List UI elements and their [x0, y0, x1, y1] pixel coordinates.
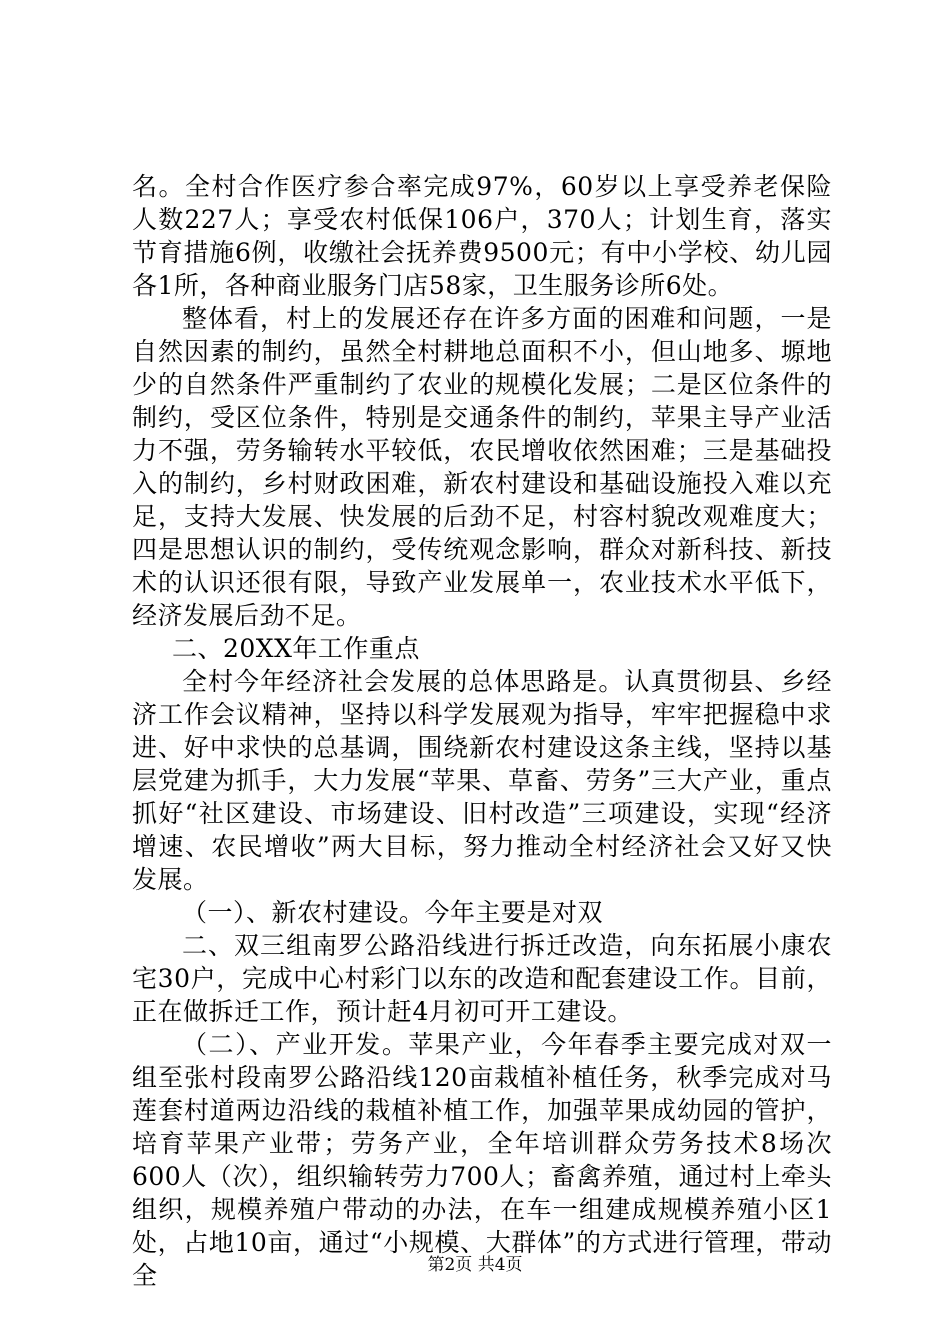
page-footer: 第2页 共4页	[427, 1255, 523, 1275]
paragraph-statistics: 名。全村合作医疗参合率完成97%，60岁以上享受养老保险人数227人；享受农村低保106户，370人；计划生育，落实节育措施6例，收缴社会抚养费9500元；有中小学校、幼儿园各1所，各种商业服务门店58家，卫生服务诊所6处。	[132, 172, 832, 300]
paragraph-problems: 整体看，村上的发展还存在许多方面的困难和问题，一是自然因素的制约，虽然全村耕地总面积不小，但山地多、塬地少的自然条件严重制约了农业的规模化发展；二是区位条件的制约，受区位条件，特别是交通条件的制约，苹果主导产业活力不强，劳务输转水平较低，农民增收依然困难；三是基础投入的制约，乡村财政困难，新农村建设和基础设施投入难以充足，支持大发展、快发展的后劲不足，村容村貌改观难度大；四是思想认识的制约，受传统观念影响，群众对新科技、新技术的认识还很有限，导致产业发展单一，农业技术水平低下，经济发展后劲不足。	[132, 304, 832, 630]
paragraph-demolition: 二、双三组南罗公路沿线进行拆迁改造，向东拓展小康农宅30户，完成中心村彩门以东的改造和配套建设工作。目前，正在做拆迁工作，预计赶4月初可开工建设。	[132, 931, 832, 1026]
subsection-new-village: （一）、新农村建设。今年主要是对双	[182, 898, 604, 927]
section-heading: 二、20XX年工作重点	[172, 634, 420, 663]
document-body	[132, 170, 832, 1292]
subsection-industry: （二）、产业开发。苹果产业，今年春季主要完成对双一组至张村段南罗公路沿线120亩栽植补植任务，秋季完成对马莲套村道两边沿线的栽植补植工作，加强苹果成幼园的管护，培育苹果产业带；劳务产业，全年培训群众劳务技术8场次600人（次），组织输转劳力700人；畜禽养殖，通过村上牵头组织，规模养殖户带动的办法，在车一组建成规模养殖小区1处，占地10亩，通过“小规模、大群体”的方式进行管理，带动全	[132, 1030, 832, 1290]
paragraph-overall-idea: 全村今年经济社会发展的总体思路是。认真贯彻县、乡经济工作会议精神，坚持以科学发展观为指导，牢牢把握稳中求进、好中求快的总基调，围绕新农村建设这条主线，坚持以基层党建为抓手，大力发展“苹果、草畜、劳务”三大产业，重点抓好“社区建设、市场建设、旧村改造”三项建设，实现“经济增速、农民增收”两大目标，努力推动全村经济社会又好又快发展。	[132, 667, 832, 894]
